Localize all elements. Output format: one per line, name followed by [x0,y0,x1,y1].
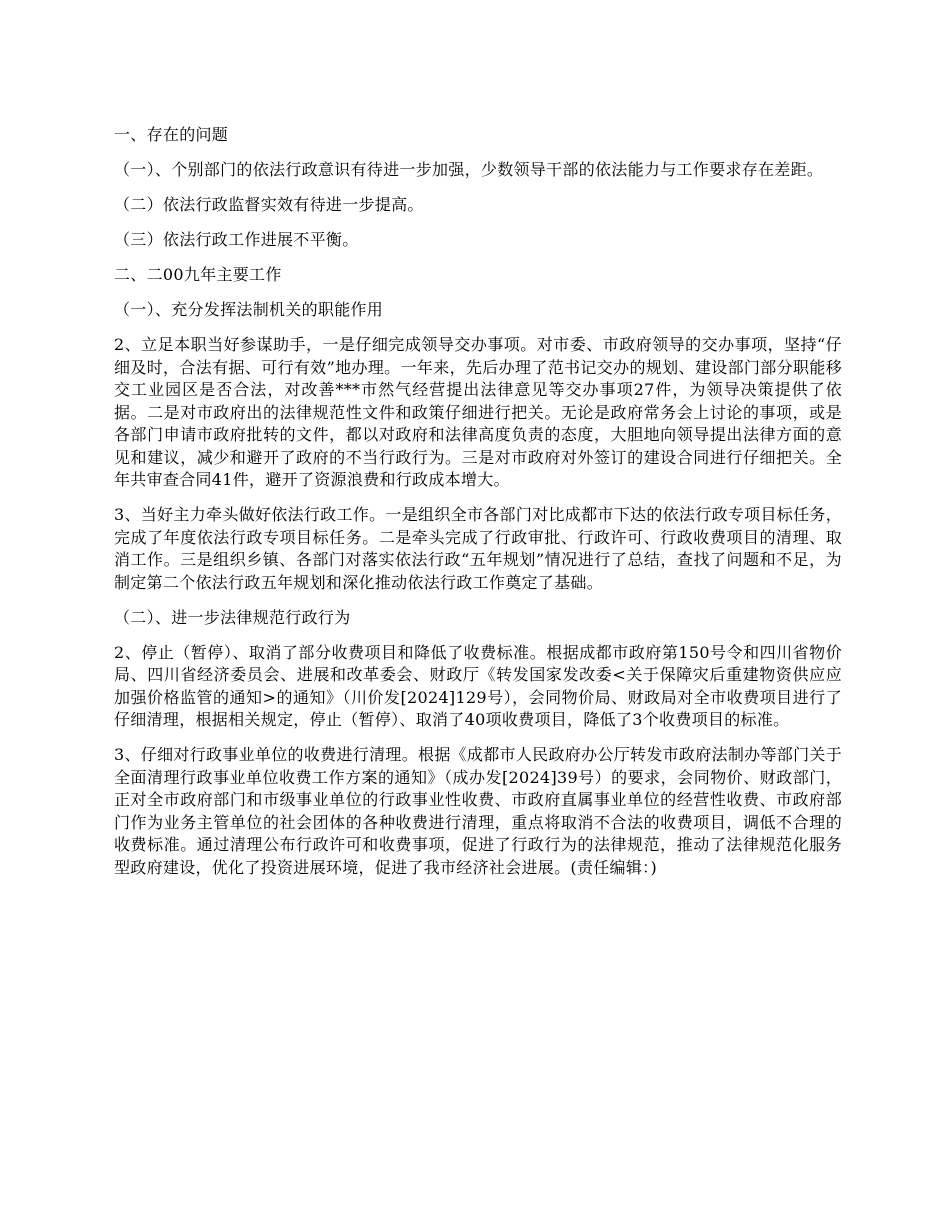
subsection-heading-legal-role: （一）、充分发挥法制机关的职能作用 [114,300,384,319]
problem-item-1: （一）、个别部门的依法行政意识有待进一步加强，少数领导干部的依法能力与工作要求存在差距。 [114,160,824,179]
section-heading-main-work: 二、二00九年主要工作 [114,265,282,284]
document-body [114,124,842,892]
problem-item-3: （三）依法行政工作进展不平衡。 [114,230,359,249]
paragraph-lead-administration: 3、当好主力牵头做好依法行政工作。一是组织全市各部门对比成都市下达的依法行政专项目标任务，完成了年度依法行政专项目标任务。二是牵头完成了行政审批、行政许可、行政收费项目的清理、取消工作。三是组织乡镇、各部门对落实依法行政“五年规划”情况进行了总结，查找了问题和不足，为制定第二个依法行政五年规划和深化推动依法行政工作奠定了基础。 [114,505,842,592]
problem-item-2: （二）依法行政监督实效有待进一步提高。 [114,195,424,214]
paragraph-fee-reduction: 2、停止（暂停）、取消了部分收费项目和降低了收费标准。根据成都市政府第150号令和四川省物价局、四川省经济委员会、进展和改革委会、财政厅《转发国家发改委<关于保障灾后重建物资供应应加强价格监管的通知>的通知》（川价发[2024]129号），会同物价局、财政局对全市收费项目进行了仔细清理，根据相关规定，停止（暂停）、取消了40项收费项目，降低了3个收费项目的标准。 [114,642,842,729]
paragraph-advisory-work: 2、立足本职当好参谋助手，一是仔细完成领导交办事项。对市委、市政府领导的交办事项，坚持“仔细及时，合法有据、可行有效”地办理。一年来，先后办理了范书记交办的规划、建设部门部分职能移交工业园区是否合法，对改善***市然气经营提出法律意见等交办事项27件，为领导决策提供了依据。二是对市政府出的法律规范性文件和政策仔细进行把关。无论是政府常务会上讨论的事项，或是各部门申请市政府批转的文件，都以对政府和法律高度负责的态度，大胆地向领导提出法律方面的意见和建议，减少和避开了政府的不当行政行为。三是对市政府对外签订的建设合同进行仔细把关。全年共审查合同41件，避开了资源浪费和行政成本增大。 [114,335,842,489]
subsection-heading-regulate-behavior: （二）、进一步法律规范行政行为 [114,607,351,627]
section-heading-problems: 一、存在的问题 [114,125,229,144]
paragraph-fee-cleanup: 3、仔细对行政事业单位的收费进行清理。根据《成都市人民政府办公厅转发市政府法制办等部门关于全面清理行政事业单位收费工作方案的通知》（成办发[2024]39号）的要求，会同物价、财政部门，正对全市政府部门和市级事业单位的行政事业性收费、市政府直属事业单位的经营性收费、市政府部门作为业务主管单位的社会团体的各种收费进行清理，重点将取消不合法的收费项目，调低不合理的收费标准。通过清理公布行政许可和收费事项，促进了行政行为的法律规范，推动了法律规范化服务型政府建设，优化了投资进展环境，促进了我市经济社会进展。(责任编辑：) [114,745,842,877]
